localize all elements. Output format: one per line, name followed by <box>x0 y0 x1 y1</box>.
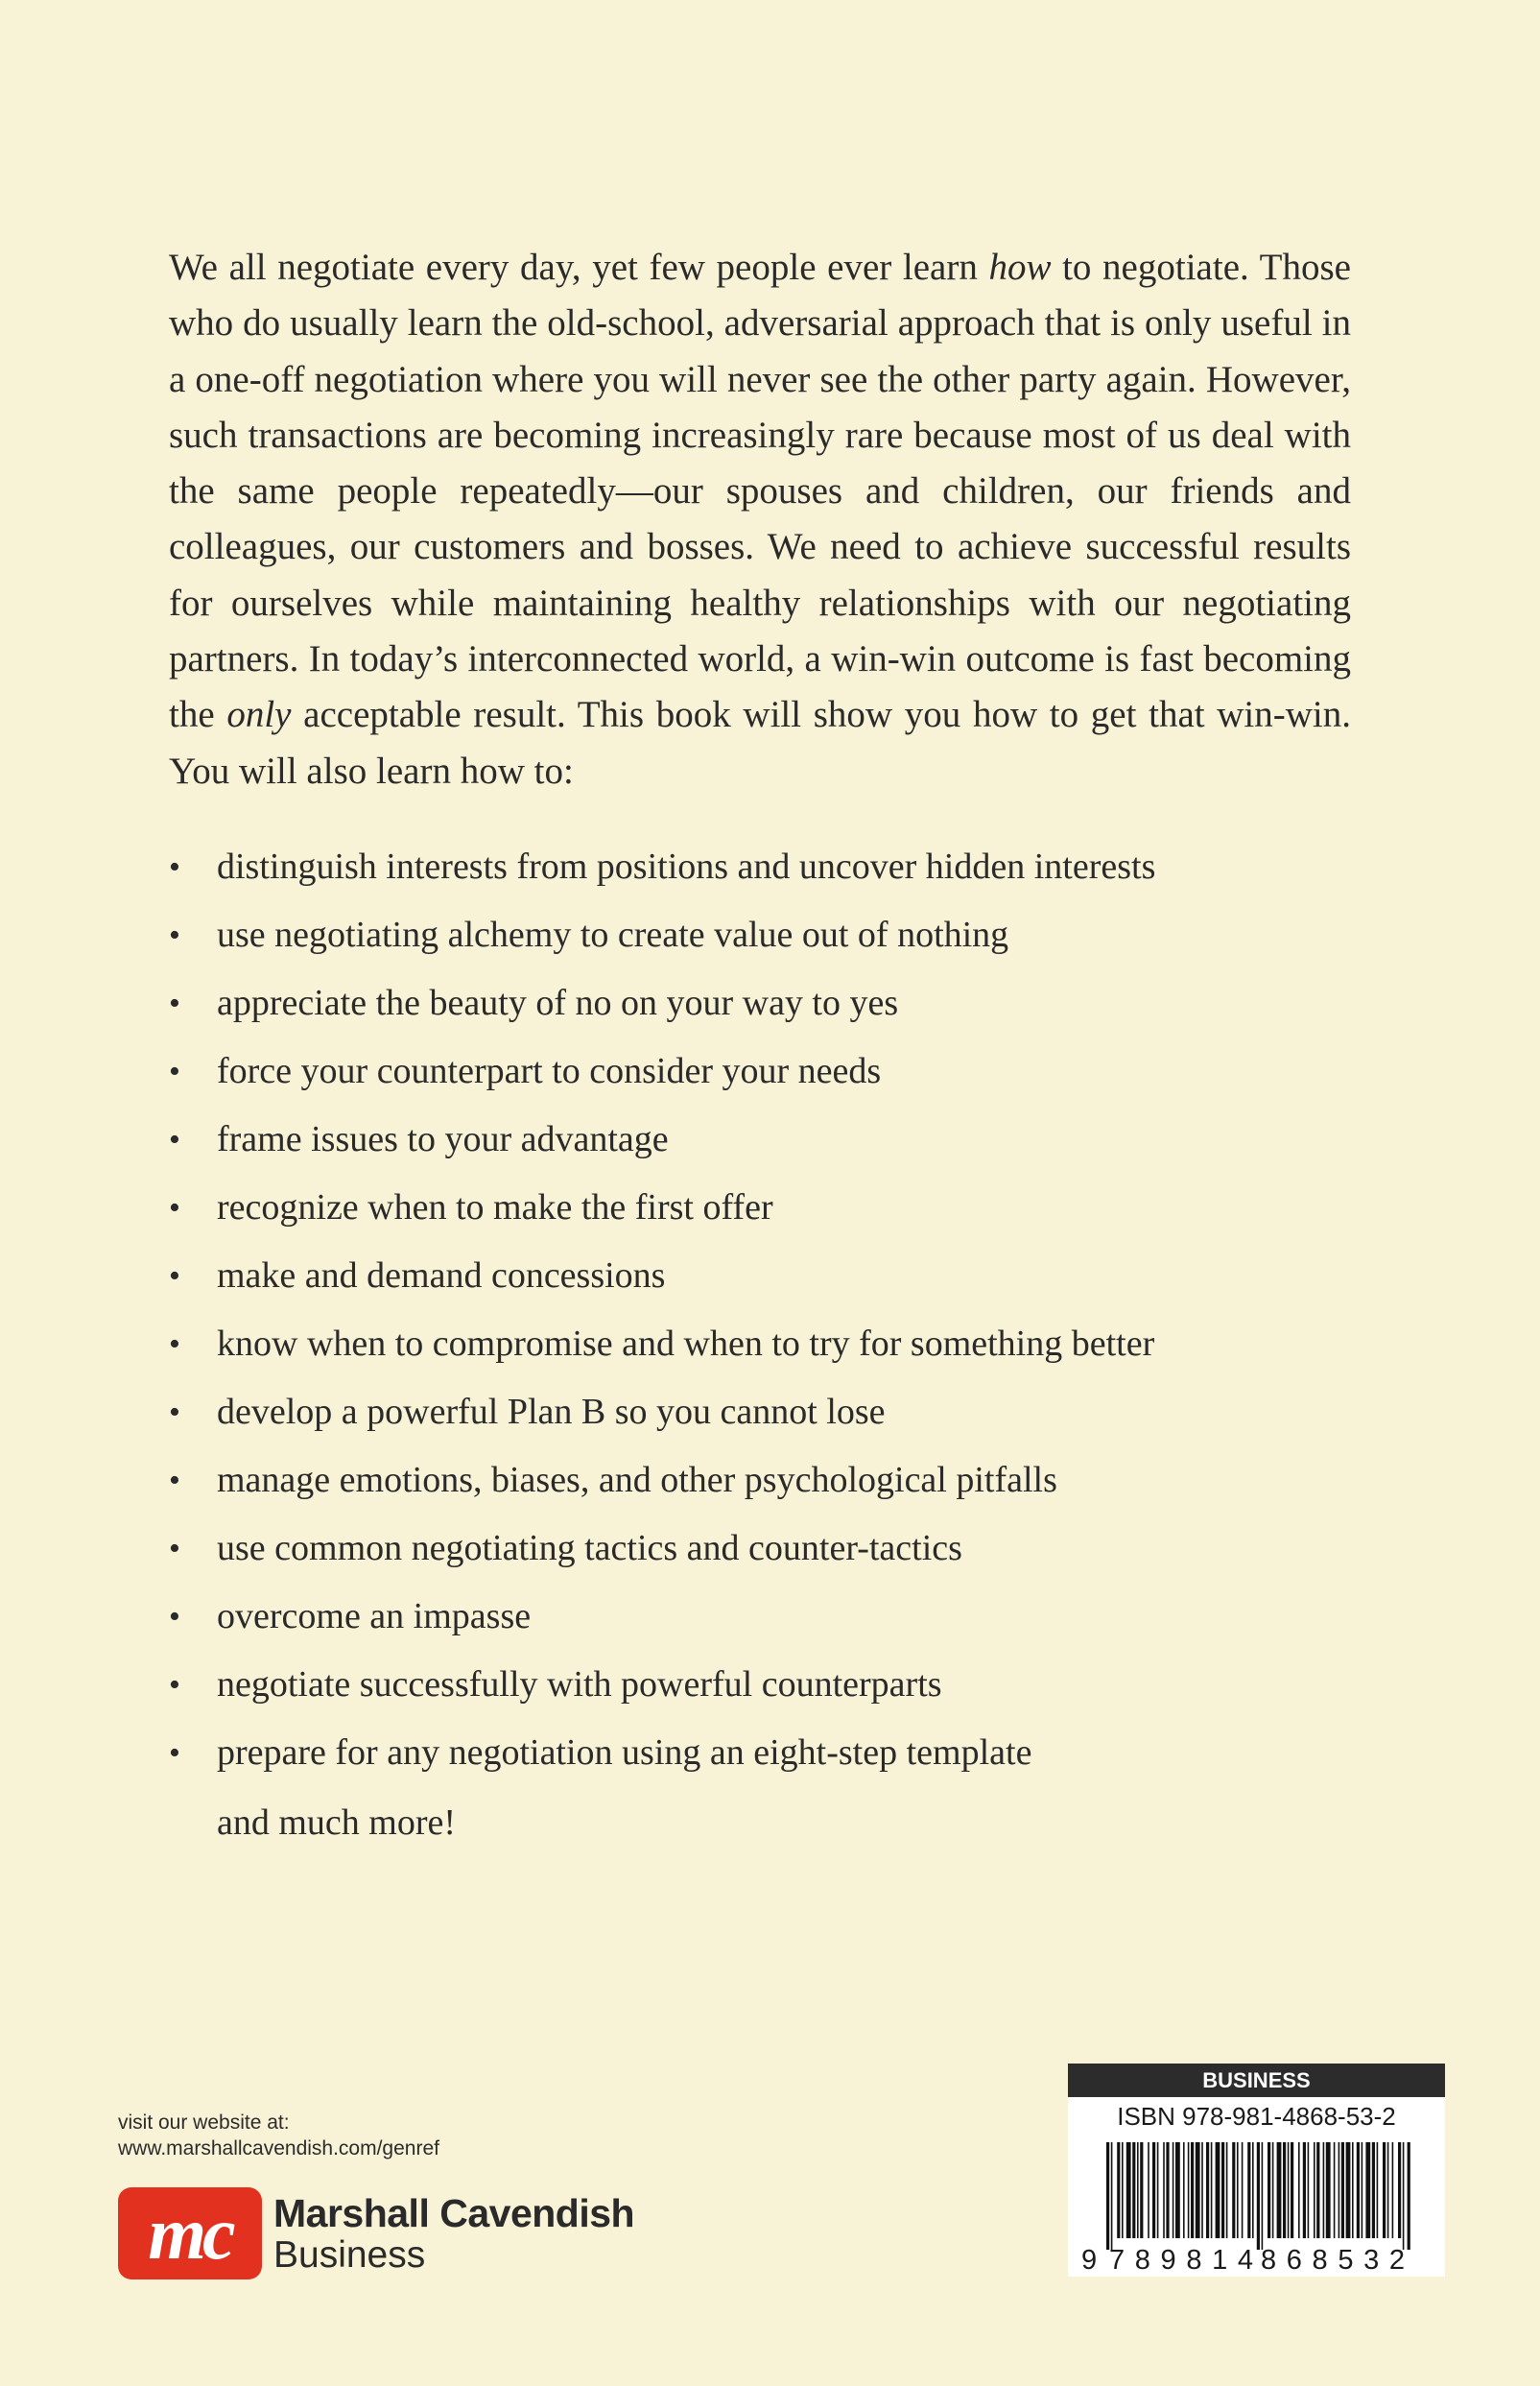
barcode-bar <box>1357 2142 1360 2238</box>
barcode-bar <box>1206 2142 1209 2238</box>
barcode-digits-left: 789814 <box>1109 2245 1253 2276</box>
barcode-bar <box>1298 2142 1300 2238</box>
list-item: • recognize when to make the first offer <box>169 1174 1378 1242</box>
barcode-bar <box>1106 2142 1109 2250</box>
barcode-bar <box>1173 2142 1174 2238</box>
barcode-bar <box>1326 2142 1331 2238</box>
barcode-bar <box>1377 2142 1379 2238</box>
website-label: visit our website at: <box>118 2112 290 2134</box>
blurb-text-2: to negotiate. Those who do usually learn the old-school, adversarial approach that is only useful in a one-off negotiation where you will never see the other party again. However, such transactions are becoming increasingly rare because most of us deal with the same people repeatedly—our spouses and children, our friends and colleagues, our customers and bosses. We need to achieve successful results for ourselves while maintaining healthy relationships with our negotiating partners. In today’s interconnected world, a win-win outcome is fast becoming the <box>169 247 1351 736</box>
barcode-digit-first: 9 <box>1081 2245 1098 2276</box>
list-item: • appreciate the beauty of no on your way to yes <box>169 969 1378 1038</box>
barcode-bar <box>1387 2142 1389 2238</box>
barcode-bar <box>1196 2142 1200 2238</box>
barcode-bar <box>1152 2142 1155 2238</box>
barcode-bar <box>1126 2142 1131 2238</box>
list-item: • distinguish interests from positions and uncover hidden interests <box>169 833 1378 901</box>
barcode-bar <box>1122 2142 1124 2238</box>
publisher-logo <box>118 2187 634 2279</box>
barcode-bar <box>1257 2142 1260 2250</box>
barcode-bar <box>1175 2142 1180 2238</box>
list-item: • prepare for any negotiation using an eight-step template <box>169 1719 1378 1787</box>
barcode-bar <box>1341 2142 1344 2238</box>
blurb-text-1: We all negotiate every day, yet few people ever learn <box>169 247 989 288</box>
category-label: BUSINESS <box>1068 2064 1445 2097</box>
barcode-bar <box>1383 2142 1386 2238</box>
list-item: • frame issues to your advantage <box>169 1106 1378 1174</box>
barcode-bars-icon <box>1106 2142 1410 2250</box>
barcode-bar <box>1247 2142 1250 2238</box>
barcode-bar <box>1403 2142 1405 2250</box>
barcode-bar <box>1191 2142 1194 2238</box>
barcode-bar <box>1314 2142 1315 2238</box>
barcode-bar <box>1291 2142 1293 2238</box>
barcode-bar <box>1252 2142 1254 2238</box>
barcode-bar <box>1163 2142 1165 2238</box>
list-item: • overcome an impasse <box>169 1583 1378 1651</box>
list-item: • use negotiating alchemy to create value out of nothing <box>169 901 1378 969</box>
barcode-bar <box>1398 2142 1401 2238</box>
list-item: • manage emotions, biases, and other psychological pitfalls <box>169 1446 1378 1515</box>
barcode-bar <box>1352 2142 1354 2238</box>
barcode-bar <box>1262 2142 1264 2250</box>
barcode-image <box>1068 2138 1445 2277</box>
barcode-bar <box>1339 2142 1340 2238</box>
blurb-paragraph <box>169 240 1351 799</box>
barcode-bar <box>1372 2142 1375 2238</box>
barcode-bar <box>1308 2142 1310 2238</box>
barcode-bar <box>1157 2142 1159 2238</box>
list-item: • develop a powerful Plan B so you cannot lose <box>169 1378 1378 1446</box>
list-item: • force your counterpart to consider your needs <box>169 1038 1378 1106</box>
barcode-bar <box>1216 2142 1220 2238</box>
website-url[interactable]: www.marshallcavendish.com/genref <box>118 2137 439 2159</box>
barcode-bar <box>1137 2142 1139 2238</box>
barcode-bar <box>1166 2142 1169 2238</box>
barcode-bar <box>1277 2142 1282 2238</box>
barcode-bar <box>1117 2142 1120 2238</box>
barcode-bar <box>1111 2142 1113 2250</box>
barcode-bar <box>1288 2142 1290 2238</box>
barcode-bar <box>1362 2142 1363 2238</box>
blurb-emphasis-only: only <box>226 694 292 736</box>
barcode-bar <box>1303 2142 1306 2238</box>
list-item: • make and demand concessions <box>169 1242 1378 1310</box>
barcode-digits-right: 868532 <box>1261 2245 1405 2276</box>
mc-logo-icon: mc <box>118 2187 262 2279</box>
skills-list <box>169 833 1378 1787</box>
barcode-bar <box>1132 2142 1135 2238</box>
publisher-imprint: Business <box>273 2234 426 2276</box>
barcode-bar <box>1334 2142 1336 2238</box>
barcode-bar <box>1365 2142 1370 2238</box>
barcode-bar <box>1242 2142 1244 2238</box>
publisher-name: Marshall Cavendish <box>273 2191 635 2235</box>
barcode-bar <box>1268 2142 1270 2238</box>
list-item: • use common negotiating tactics and counter-tactics <box>169 1515 1378 1583</box>
barcode-bar <box>1346 2142 1351 2238</box>
barcode-bar <box>1237 2142 1239 2238</box>
barcode-bar <box>1272 2142 1274 2238</box>
barcode-bar <box>1408 2142 1410 2250</box>
barcode-panel <box>1068 2064 1445 2277</box>
barcode-bar <box>1148 2142 1149 2238</box>
barcode-bar <box>1183 2142 1185 2238</box>
barcode-bar <box>1392 2142 1394 2238</box>
list-item: • know when to compromise and when to try for something better <box>169 1310 1378 1378</box>
list-item: • negotiate successfully with powerful counterparts <box>169 1651 1378 1719</box>
barcode-bar <box>1283 2142 1286 2238</box>
closing-line: and much more! <box>217 1802 457 1843</box>
isbn-text: ISBN 978-981-4868-53-2 <box>1117 2102 1396 2131</box>
blurb-emphasis-how: how <box>988 247 1052 288</box>
blurb-text-3: acceptable result. This book will show you how to get that win-win. You will also learn how to: <box>169 694 1351 792</box>
barcode-bar <box>1211 2142 1213 2238</box>
barcode-bar <box>1188 2142 1190 2238</box>
barcode-bar <box>1221 2142 1224 2238</box>
barcode-bar <box>1232 2142 1235 2238</box>
barcode-bar <box>1323 2142 1325 2238</box>
website-info <box>118 2110 439 2161</box>
barcode-bar <box>1316 2142 1319 2238</box>
barcode-bar <box>1201 2142 1203 2238</box>
publisher-wordmark <box>273 2191 634 2276</box>
barcode-bar <box>1226 2142 1228 2238</box>
barcode-bar <box>1140 2142 1143 2238</box>
